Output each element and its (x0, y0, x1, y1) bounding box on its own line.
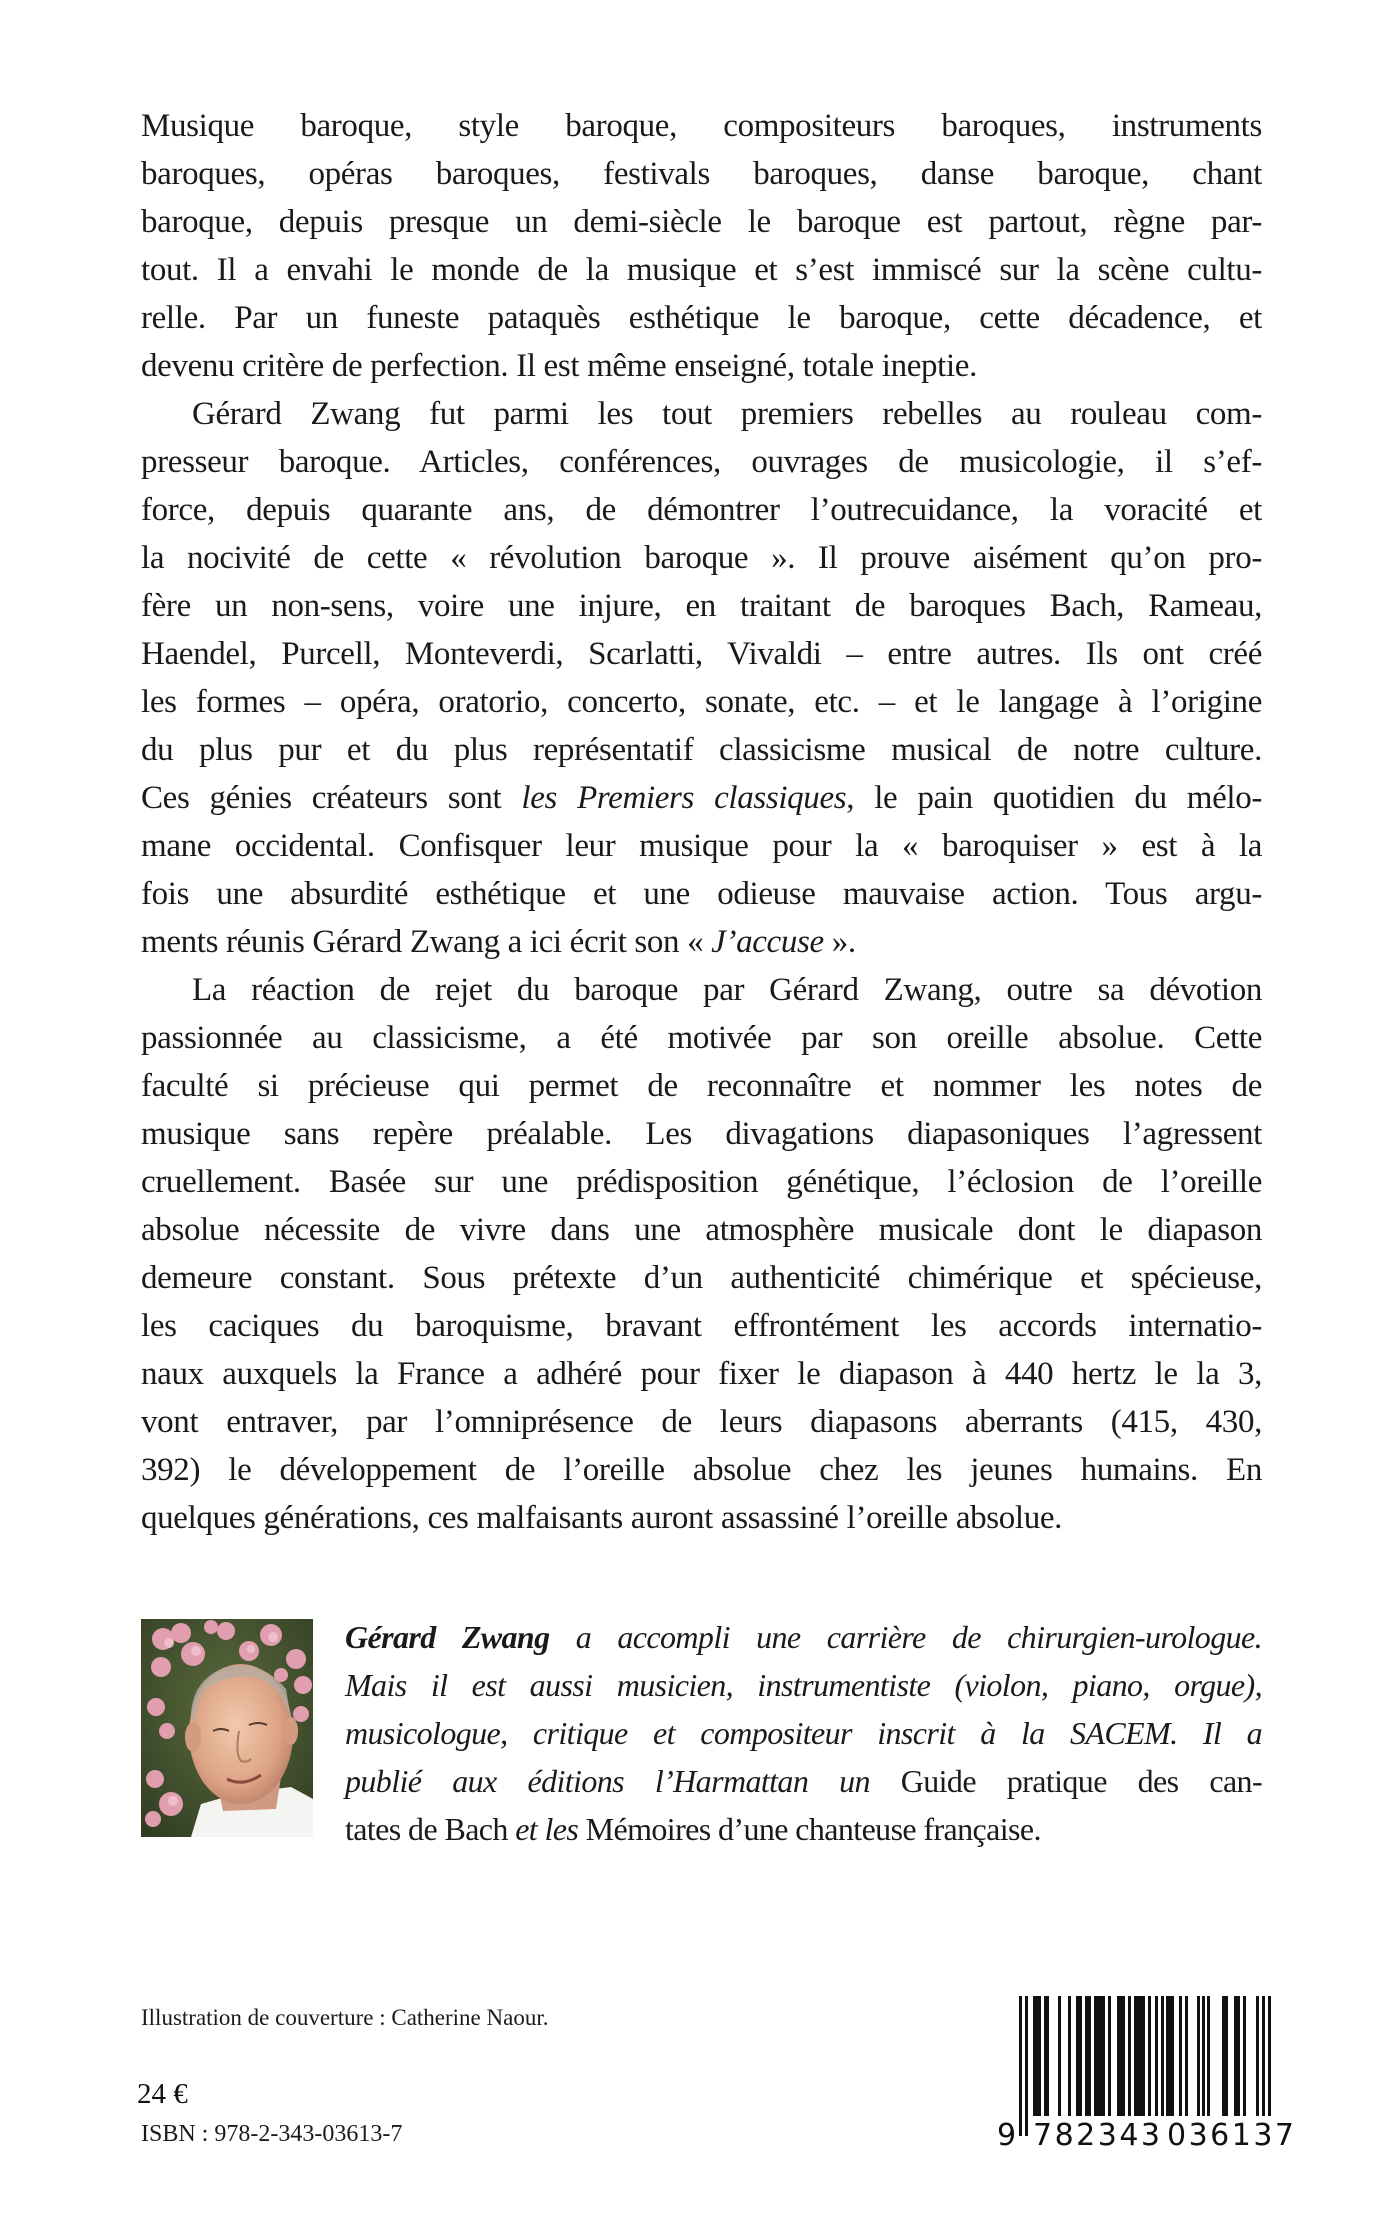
isbn-barcode (982, 1996, 1297, 2156)
blurb-text (141, 102, 1262, 1542)
barcode-digits: 9 782343 036137 (982, 2116, 1272, 2156)
italic-phrase: les Premiers classiques (521, 780, 847, 816)
book-title: Mémoires d’une chanteuse française. (585, 1811, 1041, 1847)
book-title: tates de Bach (345, 1811, 516, 1847)
text-line: force, depuis quarante ans, de démontrer l’outrecuidance, la voracité et (141, 492, 1262, 528)
text-line: relle. Par un funeste pataquès esthétique le baroque, cette décadence, et (141, 300, 1262, 336)
bio-line: Mais il est aussi musicien, instrumentiste (violon, piano, orgue), (345, 1667, 1262, 1703)
text-line: fois une absurdité esthétique et une odieuse mauvaise action. Tous argu- (141, 876, 1262, 912)
text-line: la nocivité de cette « révolution baroque ». Il prouve aisément qu’on pro- (141, 540, 1262, 576)
paragraph-1 (141, 102, 1262, 390)
text-line: mane occidental. Confisquer leur musique pour la « baroquiser » est à la (141, 828, 1262, 864)
bio-line: Gérard Zwang a accompli une carrière de chirurgien-urologue. (345, 1619, 1262, 1655)
text-line: demeure constant. Sous prétexte d’un authenticité chimérique et spécieuse, (141, 1260, 1262, 1296)
author-name: Gérard Zwang (345, 1619, 550, 1655)
author-bio-text (345, 1613, 1262, 1853)
text-line: fère un non-sens, voire une injure, en traitant de baroques Bach, Rameau, (141, 588, 1262, 624)
italic-phrase: J’accuse (711, 924, 824, 960)
paragraph-3 (141, 966, 1262, 1542)
text-line: presseur baroque. Articles, conférences, ouvrages de musicologie, il s’ef- (141, 444, 1262, 480)
text-line: Gérard Zwang fut parmi les tout premiers rebelles au rouleau com- (192, 396, 1262, 432)
cover-illustration-credit: Illustration de couverture : Catherine Naour. (141, 2005, 549, 2030)
text-line: ments réunis Gérard Zwang a ici écrit son « J’accuse ». (141, 924, 856, 960)
paragraph-2 (141, 390, 1262, 966)
text-line: Musique baroque, style baroque, compositeurs baroques, instruments (141, 108, 1262, 144)
text-line: quelques générations, ces malfaisants auront assassiné l’oreille absolue. (141, 1500, 1063, 1536)
text-line: cruellement. Basée sur une prédisposition génétique, l’éclosion de l’oreille (141, 1164, 1262, 1200)
text-line: Ces génies créateurs sont les Premiers classiques, le pain quotidien du mélo- (141, 780, 1262, 816)
text-line: faculté si précieuse qui permet de reconnaître et nommer les notes de (141, 1068, 1262, 1104)
bio-line: publié aux éditions l’Harmattan un Guide pratique des can- (345, 1763, 1262, 1799)
text-line: les formes – opéra, oratorio, concerto, sonate, etc. – et le langage à l’origine (141, 684, 1262, 720)
text-line: naux auxquels la France a adhéré pour fixer le diapason à 440 hertz le la 3, (141, 1356, 1262, 1392)
text-line: du plus pur et du plus représentatif classicisme musical de notre culture. (141, 732, 1262, 768)
book-title: Guide pratique des can- (900, 1763, 1262, 1799)
text-line: devenu critère de perfection. Il est même enseigné, totale ineptie. (141, 348, 978, 384)
text-line: Haendel, Purcell, Monteverdi, Scarlatti, Vivaldi – entre autres. Ils ont créé (141, 636, 1262, 672)
text-line: baroque, depuis presque un demi-siècle le baroque est partout, règne par- (141, 204, 1262, 240)
bio-line: musicologue, critique et compositeur inscrit à la SACEM. Il a (345, 1715, 1262, 1751)
text-line: les caciques du baroquisme, bravant effrontément les accords internatio- (141, 1308, 1262, 1344)
text-line: absolue nécessite de vivre dans une atmosphère musicale dont le diapason (141, 1212, 1262, 1248)
author-bio (141, 1619, 1262, 1847)
text-line: tout. Il a envahi le monde de la musique et s’est immiscé sur la scène cultu- (141, 252, 1262, 288)
isbn: ISBN : 978-2-343-03613-7 (141, 2121, 403, 2147)
text-line: La réaction de rejet du baroque par Gérard Zwang, outre sa dévotion (192, 972, 1262, 1008)
text-line: baroques, opéras baroques, festivals baroques, danse baroque, chant (141, 156, 1262, 192)
price: 24 € (137, 2078, 188, 2110)
text-line: 392) le développement de l’oreille absolue chez les jeunes humains. En (141, 1452, 1262, 1488)
bio-line: tates de Bach et les Mémoires d’une chanteuse française. (345, 1811, 1041, 1847)
author-photo (141, 1619, 313, 1837)
text-line: musique sans repère préalable. Les divagations diapasoniques l’agressent (141, 1116, 1262, 1152)
text-line: passionnée au classicisme, a été motivée par son oreille absolue. Cette (141, 1020, 1262, 1056)
text-line: vont entraver, par l’omniprésence de leurs diapasons aberrants (415, 430, (141, 1404, 1262, 1440)
